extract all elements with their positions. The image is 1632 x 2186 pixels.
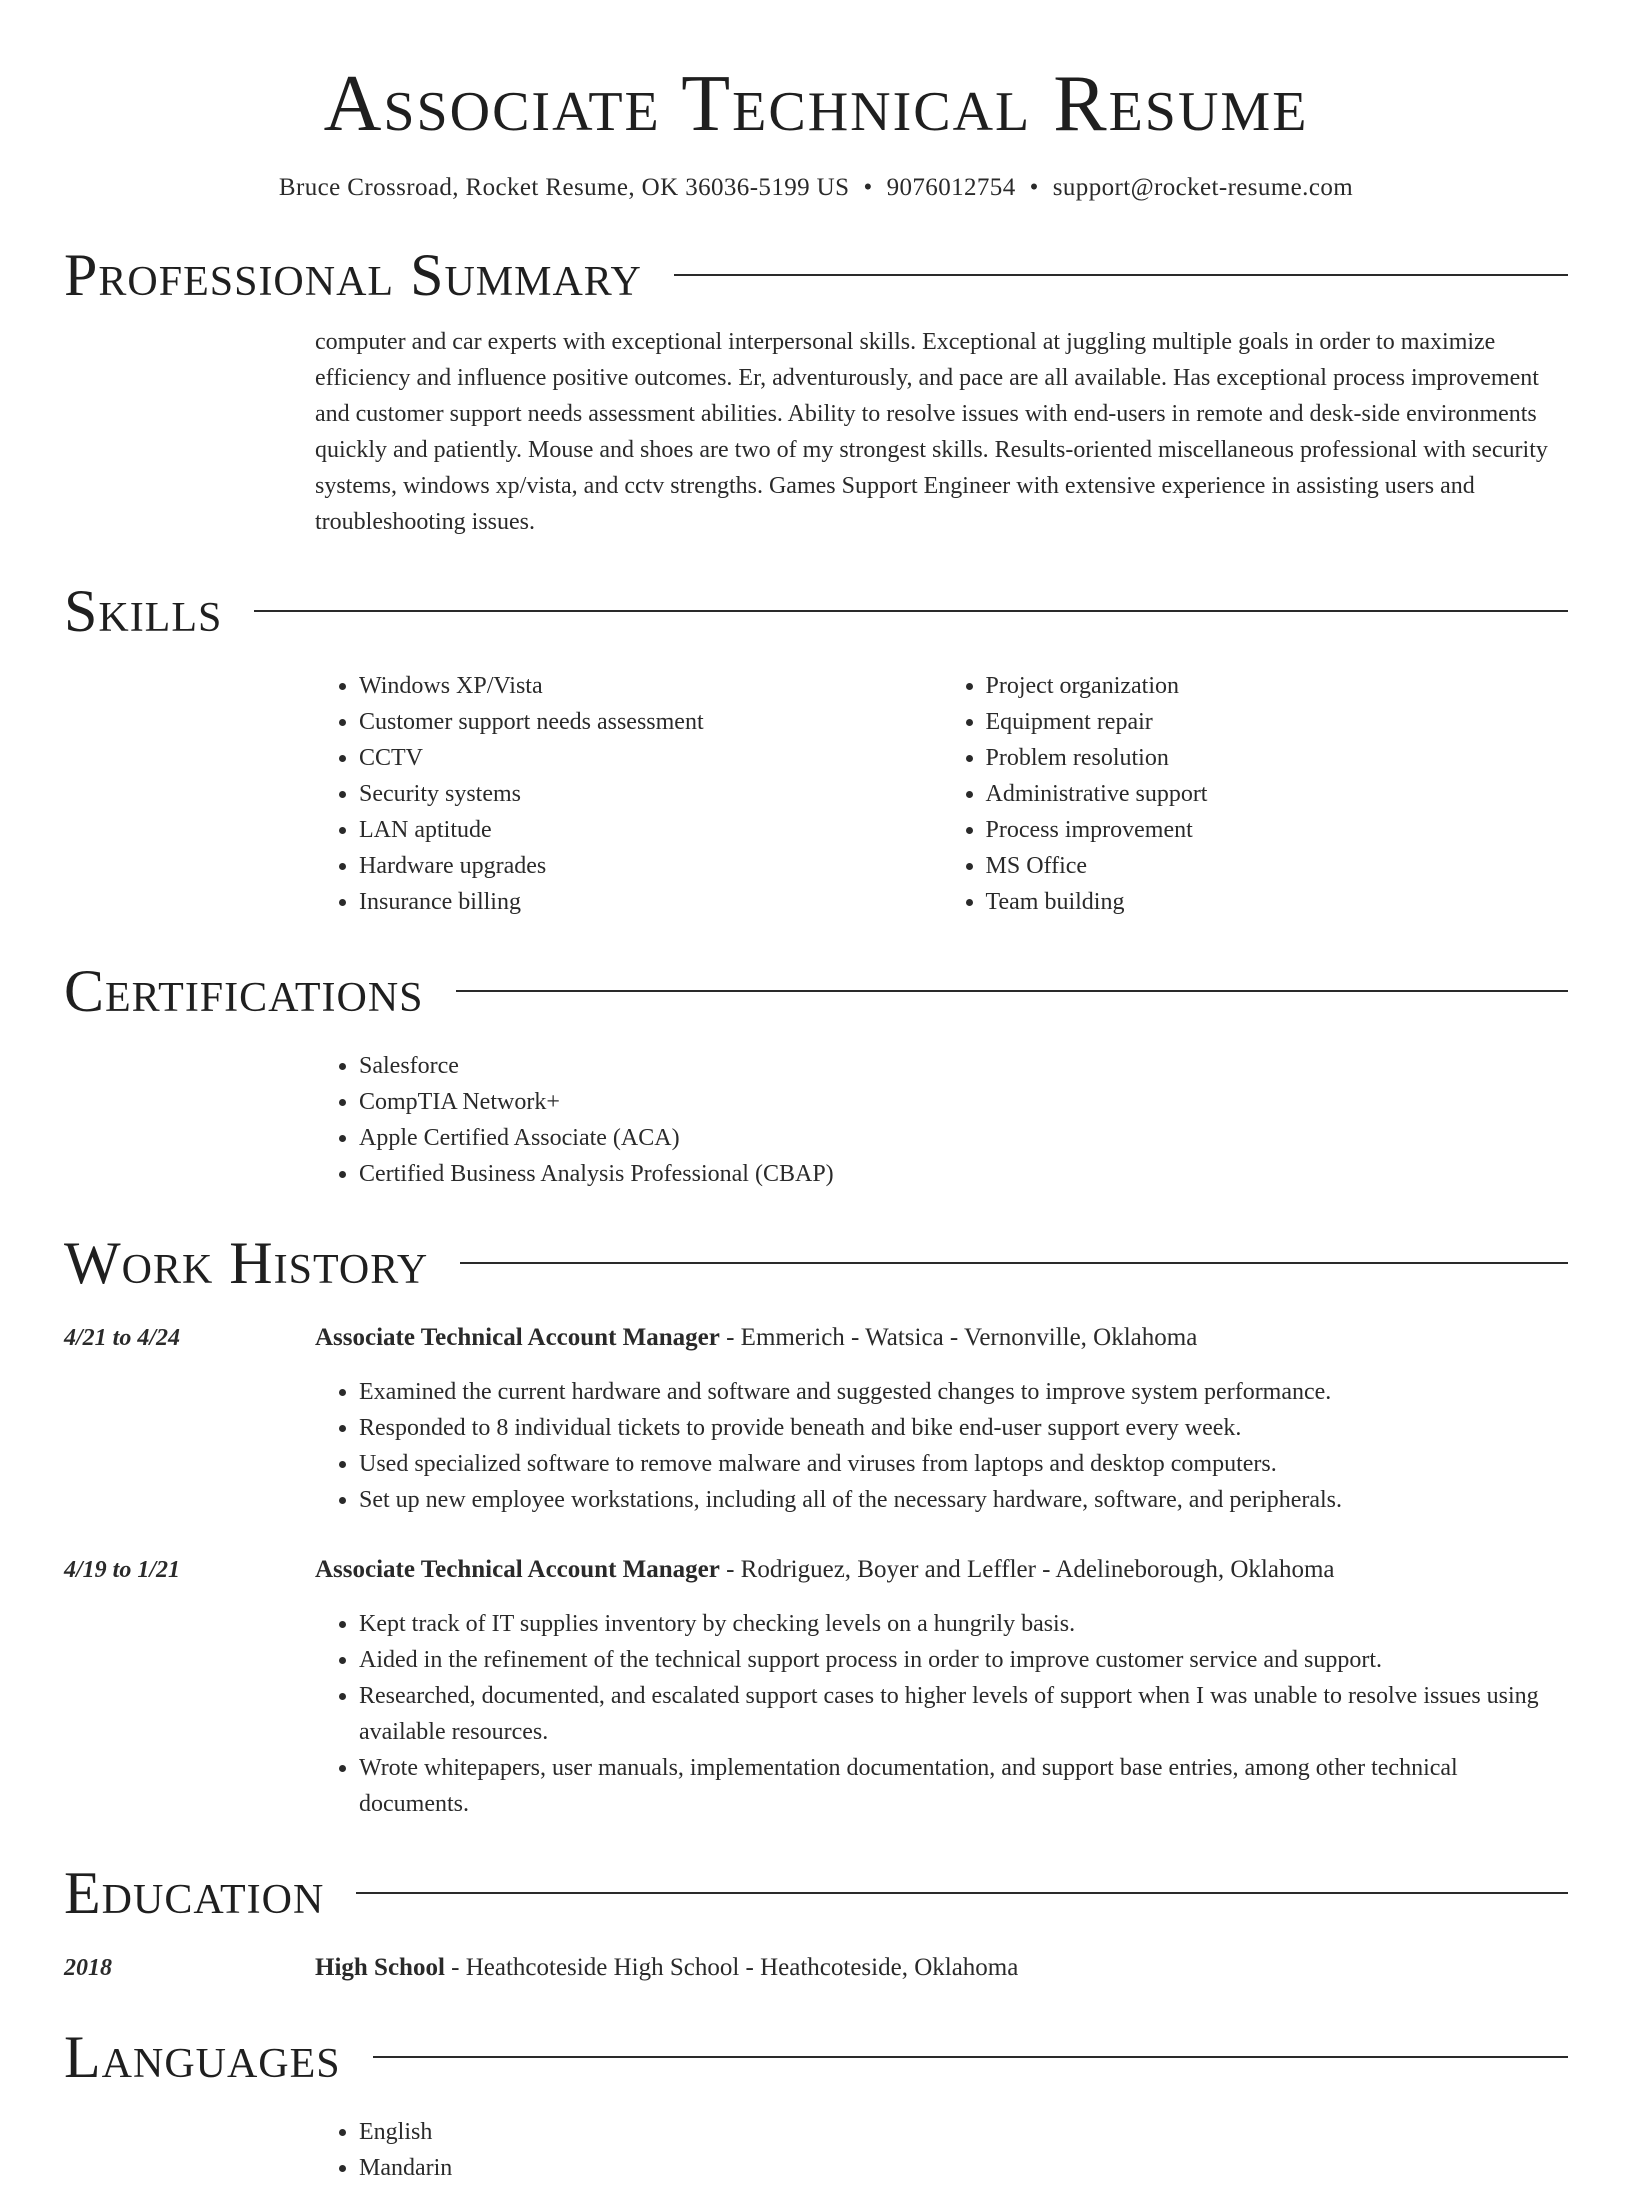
skill-item: • Process improvement	[986, 812, 1569, 848]
skills-section-header	[64, 578, 1568, 644]
certifications-list	[315, 1048, 1568, 1192]
skill-item: • CCTV	[359, 740, 942, 776]
skill-item: • Customer support needs assessment	[359, 704, 942, 740]
summary-text: computer and car experts with exceptional interpersonal skills. Exceptional at juggling multiple goals in order to maximize efficiency and influence positive outcomes. Er, adventurously, and pace are all available. Has exceptional process improvement and customer support needs assessment abilities. Ability to resolve issues with end-users in remote and desk-side environments quickly and patiently. Mouse and shoes are two of my strongest skills. Results-oriented miscellaneous professional with security systems, windows xp/vista, and cctv strengths. Games Support Engineer with extensive experience in assisting users and troubleshooting issues.	[315, 329, 1548, 535]
skill-item: • Equipment repair	[986, 704, 1569, 740]
summary-section-header	[64, 242, 1568, 308]
language-item: • English	[359, 2114, 1568, 2150]
skill-item: • Security systems	[359, 776, 942, 812]
skill-item: • MS Office	[986, 848, 1569, 884]
certifications-heading: Certifications	[64, 958, 424, 1024]
job-role: Associate Technical Account Manager	[315, 1324, 720, 1351]
contact-separator: •	[1029, 174, 1039, 201]
skills-heading: Skills	[64, 578, 223, 644]
languages-heading: Languages	[64, 2024, 341, 2090]
certification-item: • CompTIA Network+	[359, 1084, 1568, 1120]
education-entry	[64, 1950, 1568, 1986]
skills-column-left	[315, 668, 942, 920]
skill-item: • Administrative support	[986, 776, 1569, 812]
responsibility-item: • Examined the current hardware and software and suggested changes to improve system performance.	[359, 1374, 1568, 1410]
certification-item: • Certified Business Analysis Professional (CBAP)	[359, 1156, 1568, 1192]
section-divider	[254, 610, 1568, 612]
responsibility-item: • Aided in the refinement of the technical support process in order to improve customer service and support.	[359, 1642, 1568, 1678]
job-dates: 4/21 to 4/24	[64, 1325, 181, 1351]
skill-item: • Project organization	[986, 668, 1569, 704]
work-section-header	[64, 1230, 1568, 1296]
responsibility-item: • Used specialized software to remove malware and viruses from laptops and desktop computers.	[359, 1446, 1568, 1482]
languages-section-header	[64, 2024, 1568, 2090]
education-heading: Education	[64, 1860, 325, 1926]
languages-list	[315, 2114, 1568, 2186]
job-employer: - Emmerich - Watsica - Vernonville, Oklahoma	[719, 1324, 1198, 1351]
education-degree: High School	[315, 1954, 445, 1981]
responsibility-item: • Wrote whitepapers, user manuals, implementation documentation, and support base entries, among other technical documents.	[359, 1750, 1568, 1822]
job-employer: - Rodriguez, Boyer and Leffler - Adelineborough, Oklahoma	[719, 1556, 1335, 1583]
responsibility-item: • Researched, documented, and escalated support cases to higher levels of support when I was unable to resolve issues using available resources.	[359, 1678, 1568, 1750]
skill-item: • Insurance billing	[359, 884, 942, 920]
resume-title: Associate Technical Resume	[323, 60, 1309, 148]
job-title-line	[315, 1320, 1568, 1356]
job-dates: 4/19 to 1/21	[64, 1557, 181, 1583]
skills-list	[315, 668, 1568, 920]
contact-phone: 9076012754	[886, 174, 1016, 201]
work-heading: Work History	[64, 1230, 429, 1296]
skill-item: • LAN aptitude	[359, 812, 942, 848]
certification-item: • Apple Certified Associate (ACA)	[359, 1120, 1568, 1156]
job-responsibilities	[315, 1606, 1568, 1822]
responsibility-item: • Responded to 8 individual tickets to provide beneath and bike end-user support every week.	[359, 1410, 1568, 1446]
certification-item: • Salesforce	[359, 1048, 1568, 1084]
education-section-header	[64, 1860, 1568, 1926]
language-item: • Mandarin	[359, 2150, 1568, 2186]
education-year: 2018	[64, 1955, 112, 1981]
responsibility-item: • Kept track of IT supplies inventory by checking levels on a hungrily basis.	[359, 1606, 1568, 1642]
responsibility-item: • Set up new employee workstations, including all of the necessary hardware, software, and peripherals.	[359, 1482, 1568, 1518]
skill-item: • Problem resolution	[986, 740, 1569, 776]
skill-item: • Team building	[986, 884, 1569, 920]
resume-page	[64, 0, 1568, 2186]
section-divider	[356, 1892, 1568, 1894]
job-entry	[64, 1320, 1568, 1518]
education-line	[315, 1950, 1018, 1986]
section-divider	[373, 2056, 1568, 2058]
education-school: - Heathcoteside High School - Heathcoteside, Oklahoma	[444, 1954, 1019, 1981]
contact-email: support@rocket-resume.com	[1052, 174, 1354, 201]
contact-separator: •	[863, 174, 873, 201]
contact-line	[64, 172, 1568, 204]
job-entry	[64, 1552, 1568, 1822]
section-divider	[460, 1262, 1568, 1264]
summary-heading: Professional Summary	[64, 242, 642, 308]
certifications-section-header	[64, 958, 1568, 1024]
skills-column-right	[942, 668, 1569, 920]
job-responsibilities	[315, 1374, 1568, 1518]
section-divider	[674, 274, 1568, 276]
contact-address: Bruce Crossroad, Rocket Resume, OK 36036-5199 US	[278, 174, 850, 201]
skill-item: • Windows XP/Vista	[359, 668, 942, 704]
job-title-line	[315, 1552, 1568, 1588]
skill-item: • Hardware upgrades	[359, 848, 942, 884]
section-divider	[456, 990, 1568, 992]
job-role: Associate Technical Account Manager	[315, 1556, 720, 1583]
